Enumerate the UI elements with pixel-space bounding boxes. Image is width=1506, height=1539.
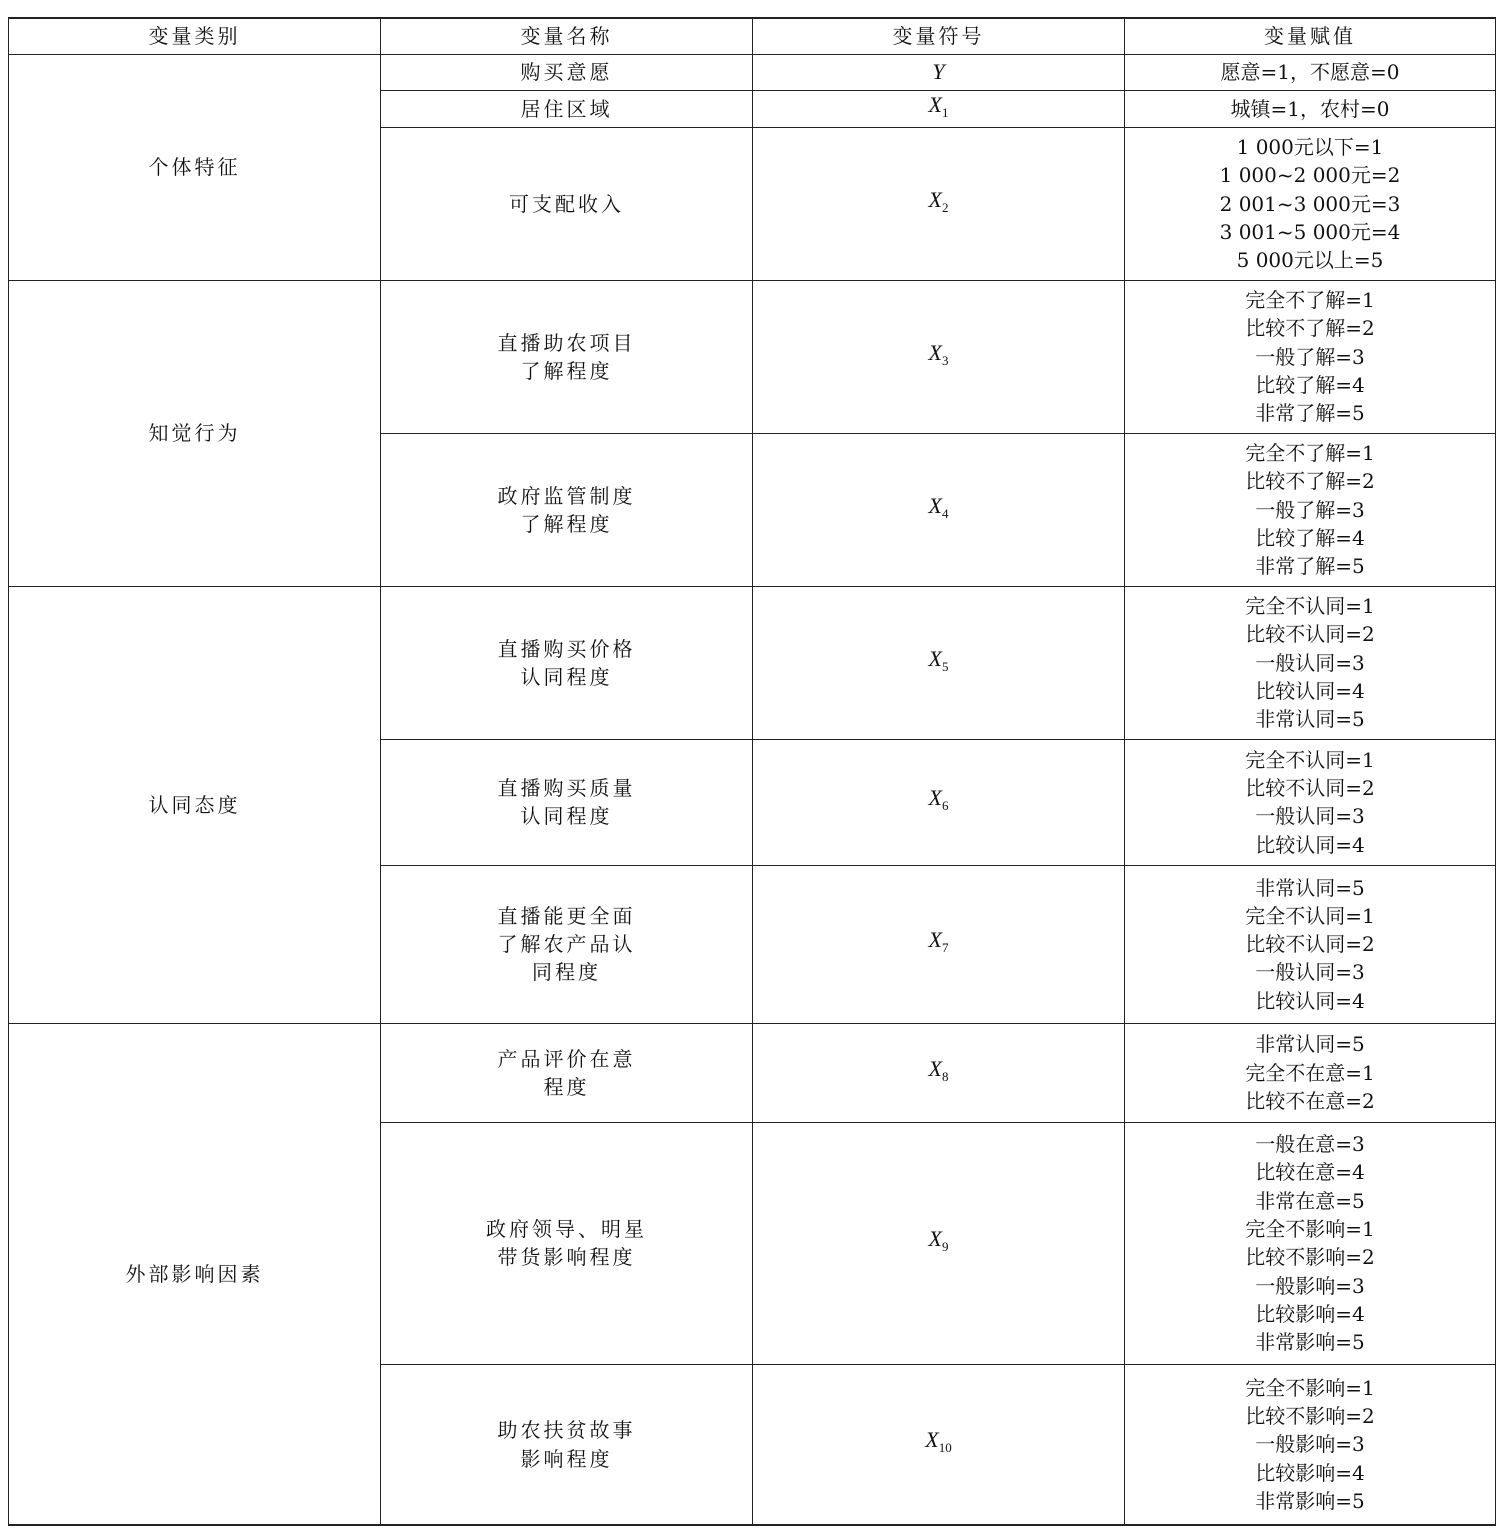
variable-name-line: 认同程度 [520,664,613,689]
variable-value-cell [1125,433,1496,586]
variable-name-line: 政府监管制度 [497,483,636,508]
variable-value-line: 完全不认同=1 [1245,903,1375,928]
table-row [9,280,1496,433]
variable-symbol-cell [753,90,1125,127]
variable-symbol-subscript: 3 [941,352,949,368]
variable-value-line: 2 001~3 000元=3 [1219,191,1401,216]
variable-value-cell [1125,586,1496,739]
variable-value-line: 城镇=1，农村=0 [1230,96,1390,121]
variable-value-line: 非常了解=5 [1255,554,1365,579]
variable-value-line: 愿意=1，不愿意=0 [1220,59,1400,84]
variable-value-line: 比较不了解=2 [1245,316,1375,341]
variable-name-line: 可支配收入 [509,191,624,216]
variable-symbol-subscript: 6 [941,798,949,814]
variable-value-line: 比较了解=4 [1255,372,1365,397]
variable-symbol-subscript: 1 [941,104,949,120]
variable-value-line: 比较认同=4 [1255,832,1365,857]
variable-value-cell [1125,1122,1496,1364]
category-cell-perception: 知觉行为 [9,280,381,586]
header-row [9,18,1496,54]
variable-name-cell [381,280,753,433]
variable-name-line: 直播助农项目 [497,330,636,355]
variable-value-line: 一般认同=3 [1255,960,1365,985]
variable-symbol: X [928,1226,942,1252]
variable-value-line: 完全不在意=1 [1245,1060,1375,1085]
category-cell-attitude: 认同态度 [9,586,381,1023]
variable-value-line: 非常认同=5 [1255,1032,1365,1057]
variable-value-line: 一般在意=3 [1255,1132,1365,1157]
variable-value-line: 一般认同=3 [1255,650,1365,675]
variable-name-line: 直播购买质量 [497,776,636,800]
variable-symbol-cell [753,433,1125,586]
table-row [9,586,1496,739]
variable-value-line: 比较认同=4 [1255,988,1365,1013]
variable-value-line: 1 000元以下=1 [1236,135,1384,160]
variable-name-line: 直播购买价格 [497,636,636,661]
variable-value-line: 非常认同=5 [1255,707,1365,732]
variable-value-cell [1125,865,1496,1023]
variable-name-cell [381,54,753,90]
variable-value-line: 比较不在意=2 [1245,1088,1375,1113]
variable-symbol-subscript: 7 [941,940,949,956]
variable-name-line: 购买意愿 [520,59,613,84]
variable-name-line: 居住区域 [520,96,613,121]
variable-name-line: 程度 [543,1074,590,1099]
variable-value-line: 比较在意=4 [1255,1160,1365,1185]
variable-name-cell [381,1364,753,1525]
variable-symbol-cell [753,127,1125,280]
variable-symbol-cell [753,865,1125,1023]
variable-symbol-subscript: 2 [941,199,949,215]
variable-symbol: X [928,339,942,365]
variable-value-cell [1125,127,1496,280]
variable-value-line: 比较了解=4 [1255,525,1365,550]
variable-value-line: 比较认同=4 [1255,678,1365,703]
variable-symbol-cell [753,1023,1125,1122]
variable-value-line: 比较不认同=2 [1245,776,1375,800]
variable-value-line: 完全不了解=1 [1245,288,1375,313]
variable-symbol: X [928,492,942,518]
header-value: 变量赋值 [1125,18,1496,54]
variable-symbol: X [928,927,942,953]
variable-symbol: Y [932,58,945,84]
variable-value-line: 比较不认同=2 [1245,932,1375,957]
variable-symbol-cell [753,1122,1125,1364]
variable-value-line: 一般影响=3 [1255,1432,1365,1457]
variable-symbol: X [925,1427,939,1453]
variable-symbol-cell [753,280,1125,433]
variable-value-line: 比较不影响=2 [1245,1245,1375,1270]
category-cell-individual: 个体特征 [9,54,381,280]
variable-value-cell [1125,54,1496,90]
variable-name-cell [381,433,753,586]
variable-value-cell [1125,1364,1496,1525]
variable-value-line: 5 000元以上=5 [1236,248,1384,273]
variable-symbol-subscript: 8 [941,1068,949,1084]
variable-symbol: X [928,785,942,811]
variable-value-line: 非常影响=5 [1255,1330,1365,1355]
variable-name-cell [381,586,753,739]
variable-value-line: 比较不了解=2 [1245,469,1375,494]
category-cell-external: 外部影响因素 [9,1023,381,1525]
table-row [9,1023,1496,1122]
variable-value-line: 一般影响=3 [1255,1273,1365,1298]
header-category: 变量类别 [9,18,381,54]
variable-name-line: 政府领导、明星 [486,1217,647,1241]
variable-value-line: 比较影响=4 [1255,1301,1365,1326]
variable-name-line: 同程度 [532,960,601,985]
variable-value-line: 非常影响=5 [1255,1488,1365,1513]
header-symbol: 变量符号 [753,18,1125,54]
variable-value-cell [1125,1023,1496,1122]
variable-value-line: 非常了解=5 [1255,401,1365,426]
variable-name-line: 直播能更全面 [497,903,636,928]
variable-name-cell [381,1122,753,1364]
variable-symbol-subscript: 10 [938,1440,952,1456]
variable-symbol: X [928,645,942,671]
variable-table [8,17,1496,1526]
variable-value-line: 完全不了解=1 [1245,441,1375,466]
variable-value-line: 完全不影响=1 [1245,1217,1375,1241]
variable-value-line: 1 000~2 000元=2 [1219,163,1401,188]
variable-name-line: 认同程度 [520,804,613,829]
variable-name-cell [381,90,753,127]
variable-name-cell [381,1023,753,1122]
variable-symbol-subscript: 9 [941,1239,949,1255]
variable-symbol: X [928,1055,942,1081]
variable-symbol-cell [753,54,1125,90]
variable-symbol-subscript: 4 [941,505,949,521]
variable-name-line: 带货影响程度 [497,1245,636,1270]
variable-name-line: 助农扶贫故事 [497,1418,636,1443]
variable-name-line: 了解农产品认 [497,932,636,957]
header-name: 变量名称 [381,18,753,54]
variable-name-line: 影响程度 [520,1446,613,1471]
variable-name-line: 了解程度 [520,358,613,383]
variable-value-line: 非常认同=5 [1255,875,1365,900]
variable-value-line: 完全不影响=1 [1245,1375,1375,1400]
variable-value-cell [1125,280,1496,433]
variable-value-line: 完全不认同=1 [1245,594,1375,619]
variable-symbol-cell [753,739,1125,865]
variable-value-line: 比较不认同=2 [1245,622,1375,647]
variable-symbol-cell [753,1364,1125,1525]
variable-name-cell [381,739,753,865]
variable-value-line: 一般了解=3 [1255,344,1365,369]
variable-symbol-subscript: 5 [941,658,949,674]
variable-symbol-cell [753,586,1125,739]
variable-symbol: X [928,186,942,212]
variable-name-cell [381,865,753,1023]
variable-symbol: X [928,91,942,117]
variable-value-line: 比较影响=4 [1255,1460,1365,1485]
variable-name-line: 了解程度 [520,511,613,536]
table-row [9,54,1496,90]
variable-value-line: 完全不认同=1 [1245,747,1375,772]
variable-name-line: 产品评价在意 [497,1046,636,1071]
variable-value-line: 一般了解=3 [1255,497,1365,522]
variable-value-cell [1125,90,1496,127]
variable-value-line: 比较不影响=2 [1245,1404,1375,1429]
variable-value-line: 3 001~5 000元=4 [1219,219,1401,244]
variable-value-line: 一般认同=3 [1255,804,1365,829]
variable-name-cell [381,127,753,280]
variable-value-line: 非常在意=5 [1255,1188,1365,1213]
variable-value-cell [1125,739,1496,865]
